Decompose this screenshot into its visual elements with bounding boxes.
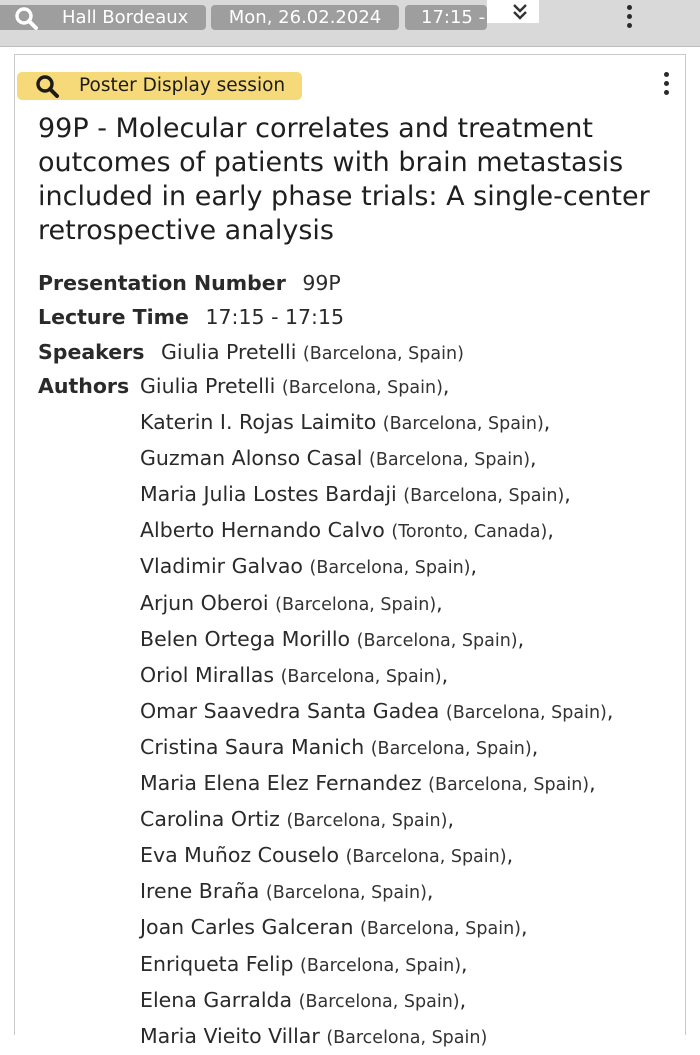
author-name[interactable]: Eva Muñoz Couselo: [140, 843, 340, 868]
filter-bar: [0, 0, 700, 47]
more-vertical-icon[interactable]: [627, 5, 633, 29]
lecture-time-label: Lecture Time: [38, 305, 189, 329]
authors-label: Authors: [38, 374, 130, 398]
author-item: [140, 513, 613, 549]
author-affiliation: (Barcelona, Spain): [356, 630, 518, 651]
author-item: [140, 730, 613, 766]
session-type-tag[interactable]: [17, 72, 302, 100]
author-separator: ,: [606, 698, 614, 723]
author-affiliation: (Barcelona, Spain): [300, 955, 462, 976]
speaker-name[interactable]: Giulia Pretelli: [161, 340, 297, 364]
author-item: [140, 910, 613, 946]
author-separator: ,: [530, 446, 537, 471]
author-item: [140, 1019, 613, 1055]
author-list: [140, 369, 613, 1055]
author-item: [140, 586, 613, 622]
time-filter-label: 17:15 -: [421, 7, 486, 28]
author-separator: ,: [517, 626, 525, 651]
author-item: [140, 874, 613, 910]
speakers-row: [38, 335, 464, 371]
search-icon: [35, 74, 61, 98]
author-affiliation: (Barcelona, Spain): [286, 811, 448, 832]
author-affiliation: (Barcelona, Spain): [275, 594, 437, 615]
author-name[interactable]: Alberto Hernando Calvo: [140, 518, 385, 543]
hall-filter-chip[interactable]: [0, 5, 206, 30]
card-menu-icon[interactable]: [664, 72, 670, 96]
author-affiliation: (Barcelona, Spain): [345, 847, 507, 868]
author-item: [140, 766, 613, 802]
author-affiliation: (Barcelona, Spain): [369, 450, 531, 471]
presentation-number-value: 99P: [302, 271, 341, 295]
author-item: [140, 477, 613, 513]
author-affiliation: (Barcelona, Spain): [370, 738, 532, 759]
author-item: [140, 549, 613, 585]
author-item: [140, 658, 613, 694]
author-affiliation: (Barcelona, Spain): [280, 666, 442, 687]
author-separator: ,: [459, 987, 467, 1012]
search-icon: [14, 6, 40, 30]
author-name[interactable]: Vladimir Galvao: [140, 554, 303, 579]
date-filter-chip[interactable]: [211, 5, 399, 30]
author-affiliation: (Barcelona, Spain): [326, 1027, 488, 1048]
hall-filter-label: Hall Bordeaux: [62, 7, 189, 28]
presentation-title: 99P - Molecular correlates and treatment outcomes of patients with brain metastasis included in early phase trials: A single-center retrospective analysis: [38, 113, 650, 246]
author-item: [140, 802, 613, 838]
author-item: [140, 622, 613, 658]
session-type-label: Poster Display session: [79, 75, 286, 96]
lecture-time-row: [38, 300, 344, 334]
author-affiliation: (Barcelona, Spain): [360, 919, 522, 940]
author-affiliation: (Toronto, Canada): [391, 522, 548, 543]
speakers-label: Speakers: [38, 340, 145, 364]
author-affiliation: (Barcelona, Spain): [428, 775, 590, 796]
author-item: [140, 838, 613, 874]
author-name[interactable]: Giulia Pretelli: [140, 374, 276, 398]
author-name[interactable]: Cristina Saura Manich: [140, 734, 365, 759]
author-item: [140, 983, 613, 1019]
author-item: [140, 405, 613, 441]
expand-filters-button[interactable]: [487, 0, 539, 23]
author-name[interactable]: Irene Braña: [140, 879, 260, 904]
lecture-time-value: 17:15 - 17:15: [205, 305, 345, 329]
author-name[interactable]: Carolina Ortiz: [140, 807, 280, 832]
author-affiliation: (Barcelona, Spain): [445, 702, 607, 723]
author-separator: ,: [461, 951, 468, 976]
author-name[interactable]: Guzman Alonso Casal: [140, 446, 363, 471]
author-name[interactable]: Oriol Mirallas: [140, 662, 275, 687]
author-item: [140, 694, 613, 730]
presentation-number-row: [38, 266, 341, 300]
author-separator: ,: [447, 807, 454, 832]
author-separator: ,: [506, 843, 514, 868]
author-name[interactable]: Maria Elena Elez Fernandez: [140, 771, 422, 796]
author-item: [140, 947, 613, 983]
author-affiliation: (Barcelona, Spain): [309, 558, 471, 579]
author-separator: ,: [426, 879, 434, 904]
author-name[interactable]: Enriqueta Felip: [140, 951, 294, 976]
author-affiliation: (Barcelona, Spain): [403, 486, 565, 507]
author-affiliation: (Barcelona, Spain): [281, 378, 443, 398]
author-name[interactable]: Maria Julia Lostes Bardaji: [140, 482, 397, 507]
author-affiliation: (Barcelona, Spain): [298, 991, 460, 1012]
author-separator: ,: [470, 554, 478, 579]
author-item: [140, 441, 613, 477]
time-filter-chip[interactable]: [405, 5, 487, 30]
double-chevron-down-icon: [513, 3, 527, 21]
author-separator: ,: [589, 771, 596, 796]
author-separator: ,: [436, 590, 443, 615]
author-name[interactable]: Maria Vieito Villar: [140, 1023, 320, 1048]
author-name[interactable]: Arjun Oberoi: [140, 590, 269, 615]
author-name[interactable]: Katerin I. Rojas Laimito: [140, 410, 377, 435]
author-affiliation: (Barcelona, Spain): [265, 883, 427, 904]
author-separator: ,: [441, 662, 449, 687]
author-separator: ,: [543, 410, 551, 435]
author-separator: ,: [547, 518, 554, 543]
speaker-affiliation: (Barcelona, Spain): [302, 344, 464, 364]
author-separator: ,: [442, 374, 450, 398]
presentation-number-label: Presentation Number: [38, 271, 286, 295]
author-name[interactable]: Elena Garralda: [140, 987, 293, 1012]
author-separator: ,: [564, 482, 571, 507]
author-name[interactable]: Joan Carles Galceran: [140, 915, 354, 940]
author-separator: ,: [521, 915, 528, 940]
author-name[interactable]: Belen Ortega Morillo: [140, 626, 351, 651]
author-separator: ,: [531, 734, 539, 759]
author-item: [140, 369, 613, 405]
author-name[interactable]: Omar Saavedra Santa Gadea: [140, 698, 440, 723]
author-affiliation: (Barcelona, Spain): [382, 414, 544, 435]
date-filter-label: Mon, 26.02.2024: [228, 7, 382, 28]
